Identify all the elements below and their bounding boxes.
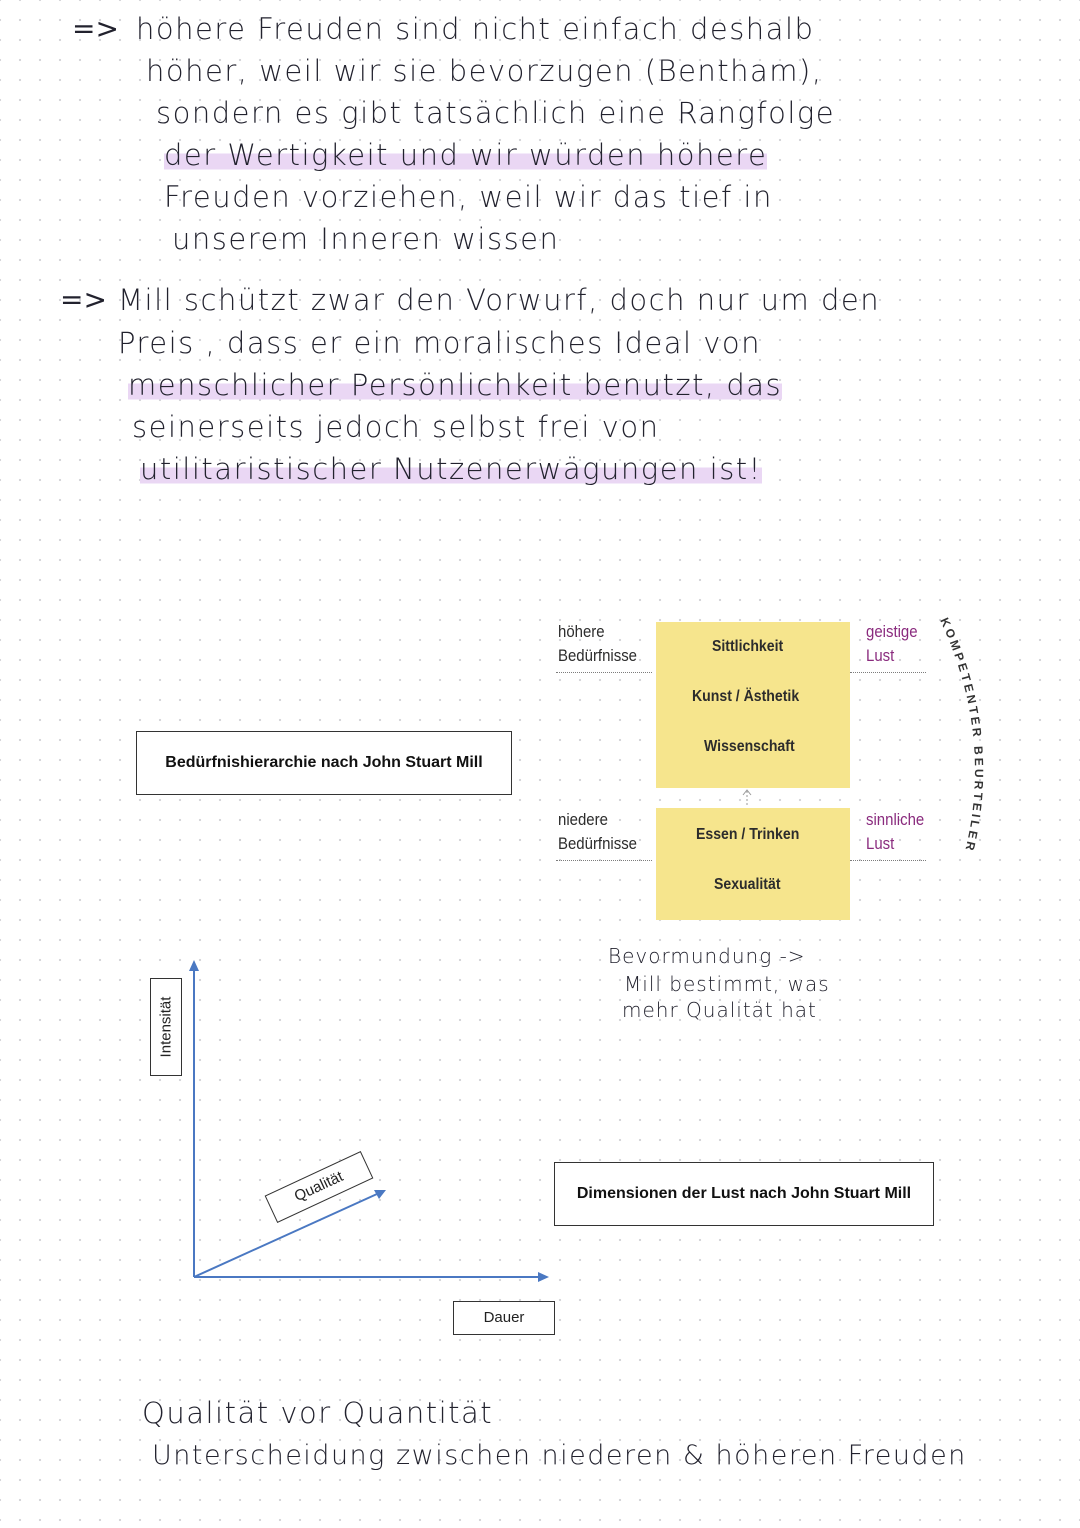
para1-line-4-text: der Wertigkeit und wir würden höhere bbox=[164, 138, 768, 172]
higher-needs-text: höhere Bedürfnisse bbox=[558, 622, 638, 665]
annotation-line-2: Mill bestimmt, was bbox=[624, 972, 830, 996]
para1-line-3-text: sondern es gibt tatsächlich eine Rangfolge bbox=[156, 96, 836, 130]
lower-needs-text: niedere Bedürfnisse bbox=[558, 810, 638, 853]
dimensions-axes bbox=[150, 950, 570, 1300]
up-arrow-icon bbox=[740, 788, 754, 806]
arrow-marker-1: => bbox=[72, 12, 119, 45]
item-wissenschaft: Wissenschaft bbox=[704, 738, 795, 755]
para2-line-3 bbox=[128, 368, 782, 402]
lower-needs-divider bbox=[556, 860, 652, 861]
para1-line-5: Freuden vorziehen, weil wir das tief in bbox=[164, 180, 773, 214]
arrow-marker-2: => bbox=[60, 283, 107, 316]
annotation-line-3: mehr Qualität hat bbox=[622, 998, 817, 1022]
higher-pleasure-text: geistige Lust bbox=[866, 622, 918, 665]
conclusion-line-2: Unterscheidung zwischen niederen & höheren Freuden bbox=[152, 1440, 967, 1471]
lower-pleasure-text: sinnliche Lust bbox=[866, 810, 925, 853]
item-sexualitaet: Sexualität bbox=[714, 876, 781, 893]
para2-line-2: Preis , dass er ein moralisches Ideal von bbox=[118, 326, 762, 360]
para2-line-1: Mill schützt zwar den Vorwurf, doch nur um den bbox=[118, 283, 881, 317]
x-axis-label: Dauer bbox=[483, 1309, 525, 1326]
diag-axis-label: Qualität bbox=[291, 1167, 346, 1206]
hierarchy-title: Bedürfnishierarchie nach John Stuart Mill bbox=[165, 754, 483, 771]
para1-line-1: höhere Freuden sind nicht einfach deshalb bbox=[136, 12, 815, 46]
para1-line-2: höher, weil wir sie bevorzugen (Bentham), bbox=[146, 54, 823, 88]
dimensions-title-box bbox=[554, 1162, 934, 1226]
para2-line-3-text: menschlicher Persönlichkeit benutzt, das bbox=[128, 368, 783, 402]
y-axis-label: Intensität bbox=[157, 996, 175, 1058]
item-essen-trinken: Essen / Trinken bbox=[696, 826, 800, 843]
para2-line-5-text: utilitaristischer Nutzenerwägungen ist! bbox=[140, 452, 762, 486]
para1-line-6: unserem Inneren wissen bbox=[172, 222, 560, 256]
higher-needs-label bbox=[558, 620, 637, 668]
x-axis-label-box bbox=[453, 1301, 555, 1335]
lower-needs-label bbox=[558, 808, 637, 856]
svg-text:KOMPETENTER BEURTEILER bbox=[937, 616, 986, 855]
item-sittlichkeit: Sittlichkeit bbox=[712, 638, 784, 655]
judge-arc-label bbox=[880, 600, 1020, 940]
annotation-line-1: Bevormundung -> bbox=[608, 944, 806, 968]
para2-line-5 bbox=[140, 452, 762, 486]
judge-arc-text: KOMPETENTER BEURTEILER bbox=[937, 615, 987, 855]
y-axis-label-box bbox=[150, 978, 182, 1076]
dimensions-title: Dimensionen der Lust nach John Stuart Mill bbox=[576, 1185, 912, 1202]
para2-line-4: seinerseits jedoch selbst frei von bbox=[132, 410, 660, 444]
para1-line-4 bbox=[164, 138, 767, 172]
hierarchy-title-box bbox=[136, 731, 512, 795]
lower-needs-block bbox=[656, 808, 850, 920]
item-kunst-aesthetik: Kunst / Ästhetik bbox=[692, 688, 800, 705]
conclusion-line-1: Qualität vor Quantität bbox=[142, 1396, 494, 1430]
higher-needs-divider bbox=[556, 672, 652, 673]
para1-line-3 bbox=[156, 96, 835, 130]
